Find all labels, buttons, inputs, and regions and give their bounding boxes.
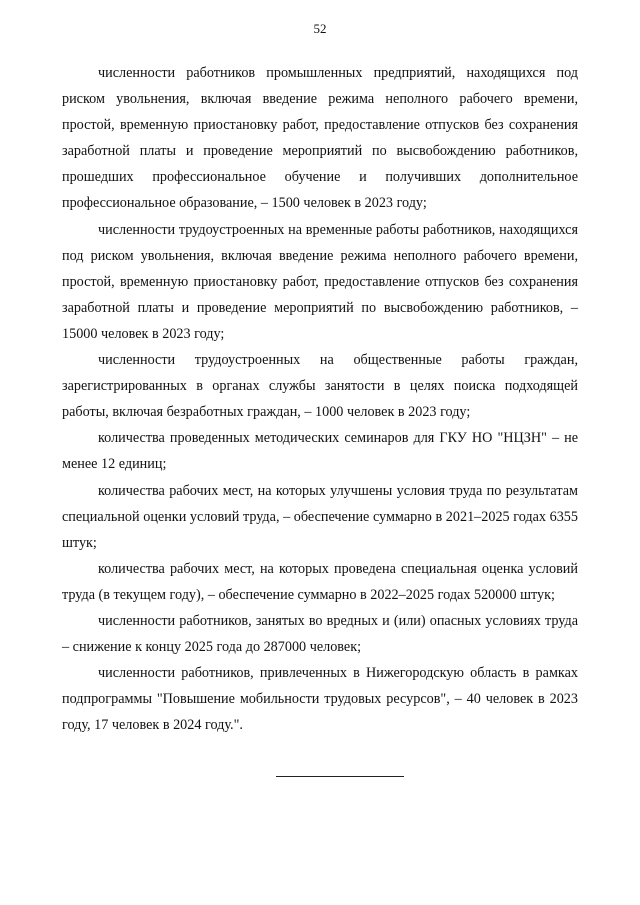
paragraph-temporary-jobs: численности трудоустроенных на временные работы работников, находящихся под риском увольнения, включая введение режима неполного рабочего времени, простой, временную приостановку работ, предоставление отпусков без сохранения заработной платы и проведение мероприятий по высвобождению работников, – 15000 человек в 2023 году; bbox=[62, 221, 578, 342]
end-divider-line bbox=[276, 776, 404, 777]
paragraph-improved-workplaces: количества рабочих мест, на которых улучшены условия труда по результатам специальной оценки условий труда, – обеспечение суммарно в 2021–2025 годах 6355 штук; bbox=[62, 482, 578, 551]
paragraph-hazardous-conditions: численности работников, занятых во вредных и (или) опасных условиях труда – снижение к концу 2025 года до 287000 человек; bbox=[62, 612, 578, 656]
paragraph-seminars: количества проведенных методических семинаров для ГКУ НО "НЦЗН" – не менее 12 единиц; bbox=[62, 430, 578, 473]
paragraph-labor-mobility: численности работников, привлеченных в Нижегородскую область в рамках подпрограммы "Повышение мобильности трудовых ресурсов", – 40 человек в 2023 году, 17 человек в 2024 году.". bbox=[62, 665, 578, 734]
paragraph-public-works: численности трудоустроенных на общественные работы граждан, зарегистрированных в органах службы занятости в целях поиска подходящей работы, включая безработных граждан, – 1000 человек в 2023 году; bbox=[62, 352, 578, 421]
document-body bbox=[62, 60, 578, 738]
paragraph-special-assessment: количества рабочих мест, на которых проведена специальная оценка условий труда (в текущем году), – обеспечение суммарно в 2022–2025 годах 520000 штук; bbox=[62, 560, 578, 603]
page-number: 52 bbox=[313, 21, 327, 36]
paragraph-industrial-workers: численности работников промышленных предприятий, находящихся под риском увольнения, включая введение режима неполного рабочего времени, простой, временную приостановку работ, предоставление отпусков без сохранения заработной платы и проведение мероприятий по высвобождению работников, прошедших профессиональное обучение и получивших дополнительное профессиональное образование, – 1500 человек в 2023 году; bbox=[62, 65, 578, 212]
